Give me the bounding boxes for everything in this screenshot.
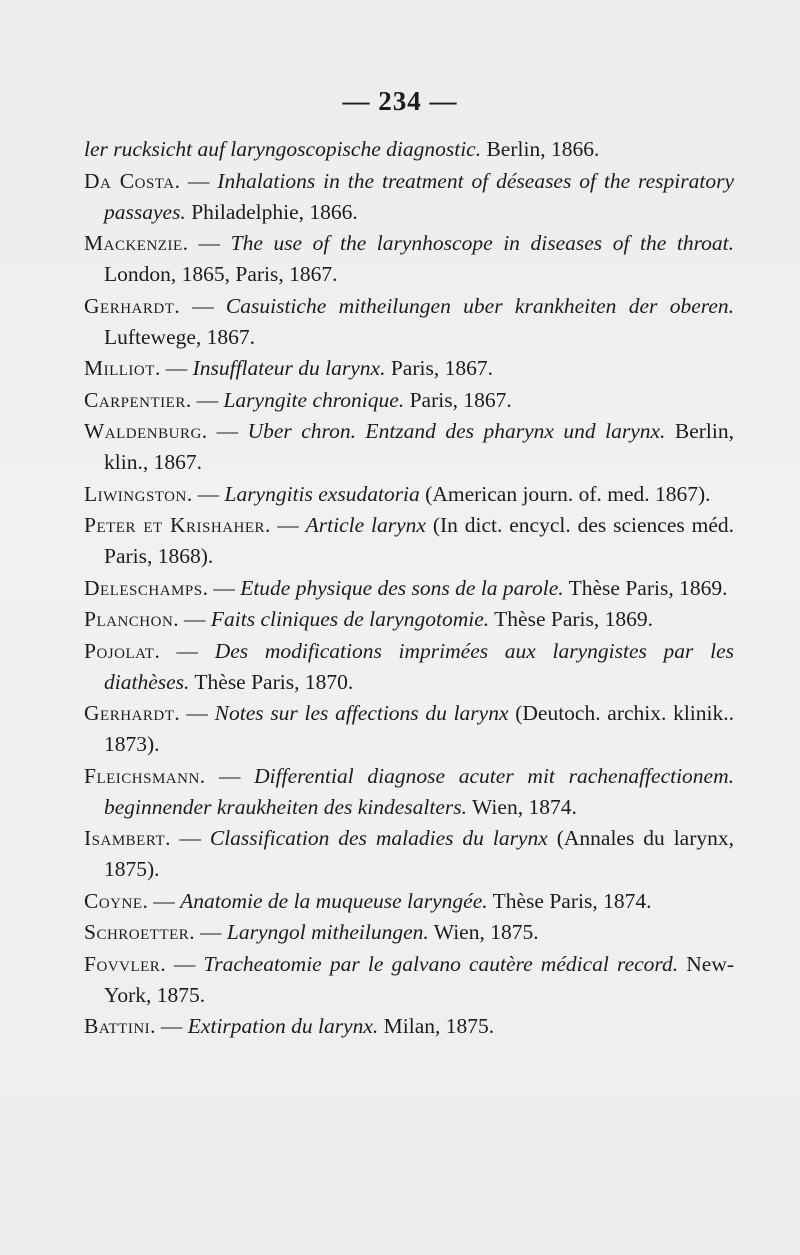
entry-author: Liwingston (84, 481, 187, 506)
entry-title: Insufflateur du larynx. (192, 356, 386, 380)
entry-details: Luftewege, 1867. (104, 324, 256, 349)
entry-title: Notes sur les affections du larynx (214, 701, 509, 725)
entry-details: Berlin, 1866. (481, 137, 600, 161)
entry-details: Berlin, klin., 1867. (104, 419, 734, 474)
entry-details: (In dict. encycl. des sciences méd. Paris, 1868). (104, 513, 735, 568)
entry-title: ler rucksicht auf laryngoscopische diagnostic. (84, 137, 482, 161)
entry-separator: . — (173, 607, 211, 631)
entry-separator: . — (174, 701, 215, 725)
bibliography-entry (84, 636, 734, 698)
entry-separator: . — (150, 1014, 188, 1038)
entry-author: Peter et Krishaher (84, 513, 266, 537)
bibliography-entry (84, 761, 734, 823)
entry-title: Differential diagnose acuter mit rachenaffectionem. beginnender kraukheiten des kindesalters. (104, 763, 734, 819)
entry-separator: . — (160, 951, 204, 976)
entry-separator: . — (165, 826, 210, 850)
entry-title: The use of the larynhoscope in diseases of the throat. (230, 231, 734, 255)
entry-details: Thèse Paris, 1869. (563, 575, 728, 600)
entry-details: Thèse Paris, 1869. (489, 607, 654, 631)
bibliography-list (84, 134, 734, 1043)
bibliography-entry (84, 416, 734, 478)
entry-separator: . — (154, 638, 215, 663)
bibliography-entry (84, 134, 734, 165)
entry-details: Thèse Paris, 1874. (487, 888, 652, 913)
entry-author: Mackenzie (84, 231, 183, 255)
entry-author: Milliot (84, 356, 155, 380)
entry-separator: . — (174, 293, 226, 318)
entry-separator: . — (182, 231, 231, 255)
bibliography-entry (84, 291, 734, 353)
bibliography-entry (84, 228, 734, 290)
page-number: — 234 — (342, 86, 458, 116)
bibliography-entry (84, 166, 734, 228)
entry-title: Classification des maladies du larynx (209, 826, 548, 850)
bibliography-entry (84, 385, 734, 416)
entry-author: Coyne (84, 888, 143, 913)
entry-title: Anatomie de la muqueuse laryngée. (180, 888, 488, 913)
bibliography-entry (84, 1011, 734, 1042)
bibliography-entry (84, 823, 734, 885)
entry-details: (Annales du larynx, 1875). (104, 826, 734, 881)
bibliography-entry (84, 510, 734, 572)
bibliography-entry (84, 573, 734, 604)
entry-details: Wien, 1875. (428, 920, 539, 944)
entry-author: Fovvler (84, 951, 161, 976)
bibliography-entry (84, 949, 734, 1011)
entry-title: Laryngite chronique. (223, 387, 405, 412)
entry-title: Extirpation du larynx. (187, 1014, 379, 1038)
entry-details: New-York, 1875. (104, 951, 735, 1007)
entry-details: Philadelphie, 1866. (185, 199, 358, 224)
entry-author: Pojolat (84, 638, 155, 663)
entry-separator: . — (186, 481, 225, 506)
entry-author: Carpentier (84, 387, 186, 412)
entry-details: Paris, 1867. (385, 356, 493, 380)
entry-details: Paris, 1867. (404, 387, 512, 412)
entry-title: Inhalations in the treatment of déseases of the respiratory passayes. (104, 168, 735, 224)
entry-author: Battini (84, 1014, 151, 1038)
entry-separator: . — (199, 763, 255, 788)
entry-separator: . — (154, 356, 193, 380)
entry-details: Milan, 1875. (378, 1014, 495, 1038)
entry-title: Casuistiche mitheilungen uber krankheiten der oberen. (225, 293, 734, 318)
bibliography-entry (84, 698, 734, 760)
entry-author: Gerhardt (84, 293, 175, 318)
entry-details: Wien, 1874. (467, 794, 577, 819)
bibliography-entry (84, 886, 734, 917)
entry-author: Waldenburg (84, 419, 202, 443)
entry-title: Laryngol mitheilungen. (226, 920, 429, 944)
entry-separator: . — (142, 888, 181, 913)
entry-separator: . — (201, 419, 248, 443)
entry-title: Tracheatomie par le galvano cautère médical record. (203, 951, 679, 976)
entry-separator: . — (174, 168, 218, 193)
entry-author: Isambert (84, 826, 166, 850)
entry-title: Uber chron. Entzand des pharynx und larynx. (247, 419, 666, 443)
entry-author: Gerhardt (84, 701, 175, 725)
entry-details: London, 1865, Paris, 1867. (104, 262, 338, 286)
entry-details: (American journ. of. med. 1867). (419, 481, 711, 506)
entry-separator: . — (265, 513, 306, 537)
entry-title: Des modifications imprimées aux laryngistes par les diathèses. (104, 638, 734, 694)
bibliography-entry (84, 353, 734, 384)
entry-author: Da Costa (84, 168, 175, 193)
entry-separator: . — (185, 387, 224, 412)
entry-author: Deleschamps (84, 575, 203, 600)
entry-details: Thèse Paris, 1870. (189, 669, 354, 694)
entry-author: Fleichsmann (84, 763, 200, 788)
entry-author: Planchon (84, 607, 174, 631)
bibliography-entry (84, 604, 734, 635)
entry-author: Schroetter (84, 920, 190, 944)
bibliography-entry (84, 479, 734, 510)
entry-separator: . — (189, 920, 227, 944)
entry-details: (Deutoch. archix. klinik.. 1873). (104, 701, 734, 756)
bibliography-entry (84, 917, 734, 948)
entry-title: Laryngitis exsudatoria (224, 481, 420, 506)
entry-title: Faits cliniques de laryngotomie. (210, 607, 490, 631)
entry-title: Article larynx (305, 513, 426, 537)
entry-title: Etude physique des sons de la parole. (240, 575, 564, 600)
entry-separator: . — (202, 575, 241, 600)
